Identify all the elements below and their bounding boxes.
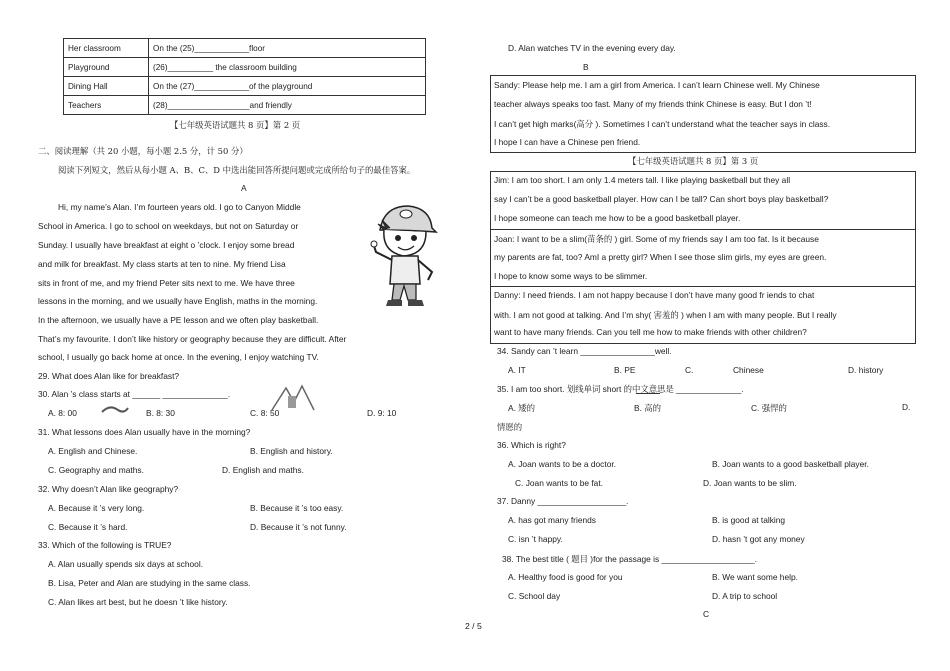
answer-option: B. We want some help. <box>712 572 798 582</box>
answer-option: D. history <box>848 365 884 375</box>
passage-line: Hi, my name’s Alan. I’m fourteen years old. I go to Canyon Middle <box>58 202 301 212</box>
answer-option: A. 矮的 <box>508 403 535 413</box>
answer-option: A. Joan wants to be a doctor. <box>508 459 617 469</box>
passage-line: sits in front of me, and my friend Peter sits next to me. We have three <box>38 278 295 288</box>
passage-line: That’s my favourite. I don’t like history or geography because they are difficult. After <box>38 334 347 344</box>
passage-line: In the afternoon, we usually have a PE lesson and we often play basketball. <box>38 315 319 325</box>
answer-option: C. Alan likes art best, but he doesn ’t like history. <box>48 597 228 607</box>
sketch-drawing <box>100 404 130 414</box>
answer-option: 情愿的 <box>497 422 523 432</box>
question-stem: 31. What lessons does Alan usually have in the morning? <box>38 427 251 437</box>
answer-option: A. Because it ’s very long. <box>48 503 145 513</box>
answer-option: A. IT <box>508 365 526 375</box>
answer-option: A. Alan usually spends six days at school. <box>48 559 204 569</box>
question-stem: 34. Sandy can ’t learn ________________well. <box>497 346 672 356</box>
passage-label-a: A <box>241 183 247 193</box>
passage-line: Sunday. I usually have breakfast at eight o ’clock. I enjoy some bread <box>38 240 295 250</box>
answer-option: D. 9: 10 <box>367 408 397 418</box>
answer-option: A. 8: 00 <box>48 408 77 418</box>
page-number: 2 / 5 <box>465 621 482 631</box>
answer-option: C. Because it ’s hard. <box>48 522 128 532</box>
answer-option: D. A trip to school <box>712 591 778 601</box>
answer-option: Chinese <box>733 365 764 375</box>
facts-table <box>63 38 426 115</box>
table-row <box>64 77 426 96</box>
passage-label-b: B <box>583 62 589 72</box>
section-heading: 二、阅读理解（共 20 小题，每小题 2.5 分，计 50 分） <box>38 146 248 156</box>
table-cell: Teachers <box>64 96 149 115</box>
table-cell: Dining Hall <box>64 77 149 96</box>
answer-option: B. PE <box>614 365 636 375</box>
letter-line: with. I am not good at talking. And I’m shy( 害羞的 ) when I am with many people. But I really <box>494 310 837 320</box>
answer-option: C. isn ’t happy. <box>508 534 563 544</box>
answer-option: C. Joan wants to be fat. <box>515 478 603 488</box>
letter-line: my parents are fat, too? AmI a pretty girl? When I see those slim girls, my eyes are green. <box>494 252 827 262</box>
answer-option: B. is good at talking <box>712 515 786 525</box>
passage-label-c: C <box>703 609 710 619</box>
table-cell: (28)__________________and friendly <box>149 96 426 115</box>
answer-option: C. Geography and maths. <box>48 465 144 475</box>
passage-line: School in America. I go to school on weekdays, but not on Saturday or <box>38 221 299 231</box>
answer-option: C. <box>685 365 694 375</box>
letter-line: Joan: I want to be a slim(苗条的 ) girl. Some of my friends say I am too fat. Is it because <box>494 234 819 244</box>
answer-option: B. Lisa, Peter and Alan are studying in the same class. <box>48 578 251 588</box>
table-row <box>64 58 426 77</box>
answer-option: D. hasn ’t got any money <box>712 534 805 544</box>
table-cell: On the (25)____________floor <box>149 39 426 58</box>
question-stem: 30. Alan ’s class starts at ______ ______________. <box>38 389 231 399</box>
letter-line: I can’t get high marks(高分 ). Sometimes I can’t understand what the teacher says in class. <box>494 119 831 129</box>
passage-line: and milk for breakfast. My class starts at ten to nine. My friend Lisa <box>38 259 286 269</box>
answer-option: D. <box>902 402 911 412</box>
answer-option: C. School day <box>508 591 561 601</box>
student-letters-box <box>490 171 916 344</box>
question-stem: 38. The best title ( 题目 )for the passage is ____________________. <box>502 554 757 564</box>
answer-option: C. 强悍的 <box>751 403 787 413</box>
table-cell: (26)__________ the classroom building <box>149 58 426 77</box>
answer-option: A. Healthy food is good for you <box>508 572 623 582</box>
letter-line: Jim: I am too short. I am only 1.4 meters tall. I like playing basketball but they all <box>494 175 791 185</box>
underline-mark <box>636 393 660 394</box>
question-stem: 37. Danny ___________________. <box>497 496 629 506</box>
divider <box>491 286 915 287</box>
table-cell: Playground <box>64 58 149 77</box>
answer-option: B. 8: 30 <box>146 408 175 418</box>
answer-option: D. Alan watches TV in the evening every day. <box>508 43 676 53</box>
letter-line: Sandy: Please help me. I am a girl from America. I can’t learn Chinese well. My Chinese <box>494 80 820 90</box>
letter-line: I hope someone can teach me how to be a good basketball player. <box>494 213 741 223</box>
table-row <box>64 39 426 58</box>
question-stem: 29. What does Alan like for breakfast? <box>38 371 180 381</box>
passage-line: school, I usually go back home at once. In the evening, I enjoy watching TV. <box>38 352 319 362</box>
letter-line: say I can’t be a good basketball player. How can I be tall? Can short boys play basketball? <box>494 194 829 204</box>
question-stem: 33. Which of the following is TRUE? <box>38 540 172 550</box>
answer-option: B. Joan wants to a good basketball player. <box>712 459 869 469</box>
divider <box>491 229 915 230</box>
question-stem: 36. Which is right? <box>497 440 566 450</box>
answer-option: C. 8: 50 <box>250 408 280 418</box>
question-stem: 32. Why doesn’t Alan like geography? <box>38 484 179 494</box>
letter-line: I hope I can have a Chinese pen friend. <box>494 137 641 147</box>
answer-option: A. has got many friends <box>508 515 596 525</box>
answer-option: D. Joan wants to be slim. <box>703 478 797 488</box>
passage-line: lessons in the morning, and we usually have English, maths in the morning. <box>38 296 318 306</box>
answer-option: B. English and history. <box>250 446 333 456</box>
table-row <box>64 96 426 115</box>
answer-option: A. English and Chinese. <box>48 446 138 456</box>
cartoon-boy-illustration <box>370 200 440 312</box>
answer-option: B. Because it ’s too easy. <box>250 503 344 513</box>
sandy-letter-box <box>490 75 916 153</box>
table-cell: On the (27)____________of the playground <box>149 77 426 96</box>
answer-option: D. English and maths. <box>222 465 304 475</box>
question-stem: 35. I am too short. 划线单词 short 的中文意思是 ______________. <box>497 384 744 394</box>
page-footer-left: 【七年级英语试题共 8 页】第 2 页 <box>170 120 301 130</box>
page-footer-right: 【七年级英语试题共 8 页】第 3 页 <box>628 156 759 166</box>
answer-option: B. 高的 <box>634 403 661 413</box>
letter-line: want to have many friends. Can you tell me how to make friends with other children? <box>494 327 807 337</box>
letter-line: Danny: I need friends. I am not happy because I don’t have many good fr iends to chat <box>494 290 815 300</box>
letter-line: I hope to know some ways to be slimmer. <box>494 271 648 281</box>
table-cell: Her classroom <box>64 39 149 58</box>
answer-option: D. Because it ’s not funny. <box>250 522 347 532</box>
letter-line: teacher always speaks too fast. Many of my friends think Chinese is easy. But I don ’t! <box>494 99 812 109</box>
section-instruction: 阅读下列短文，然后从每小题 A、B、C、D 中选出能回答所提问题或完成所给句子的最佳答案。 <box>58 165 416 175</box>
